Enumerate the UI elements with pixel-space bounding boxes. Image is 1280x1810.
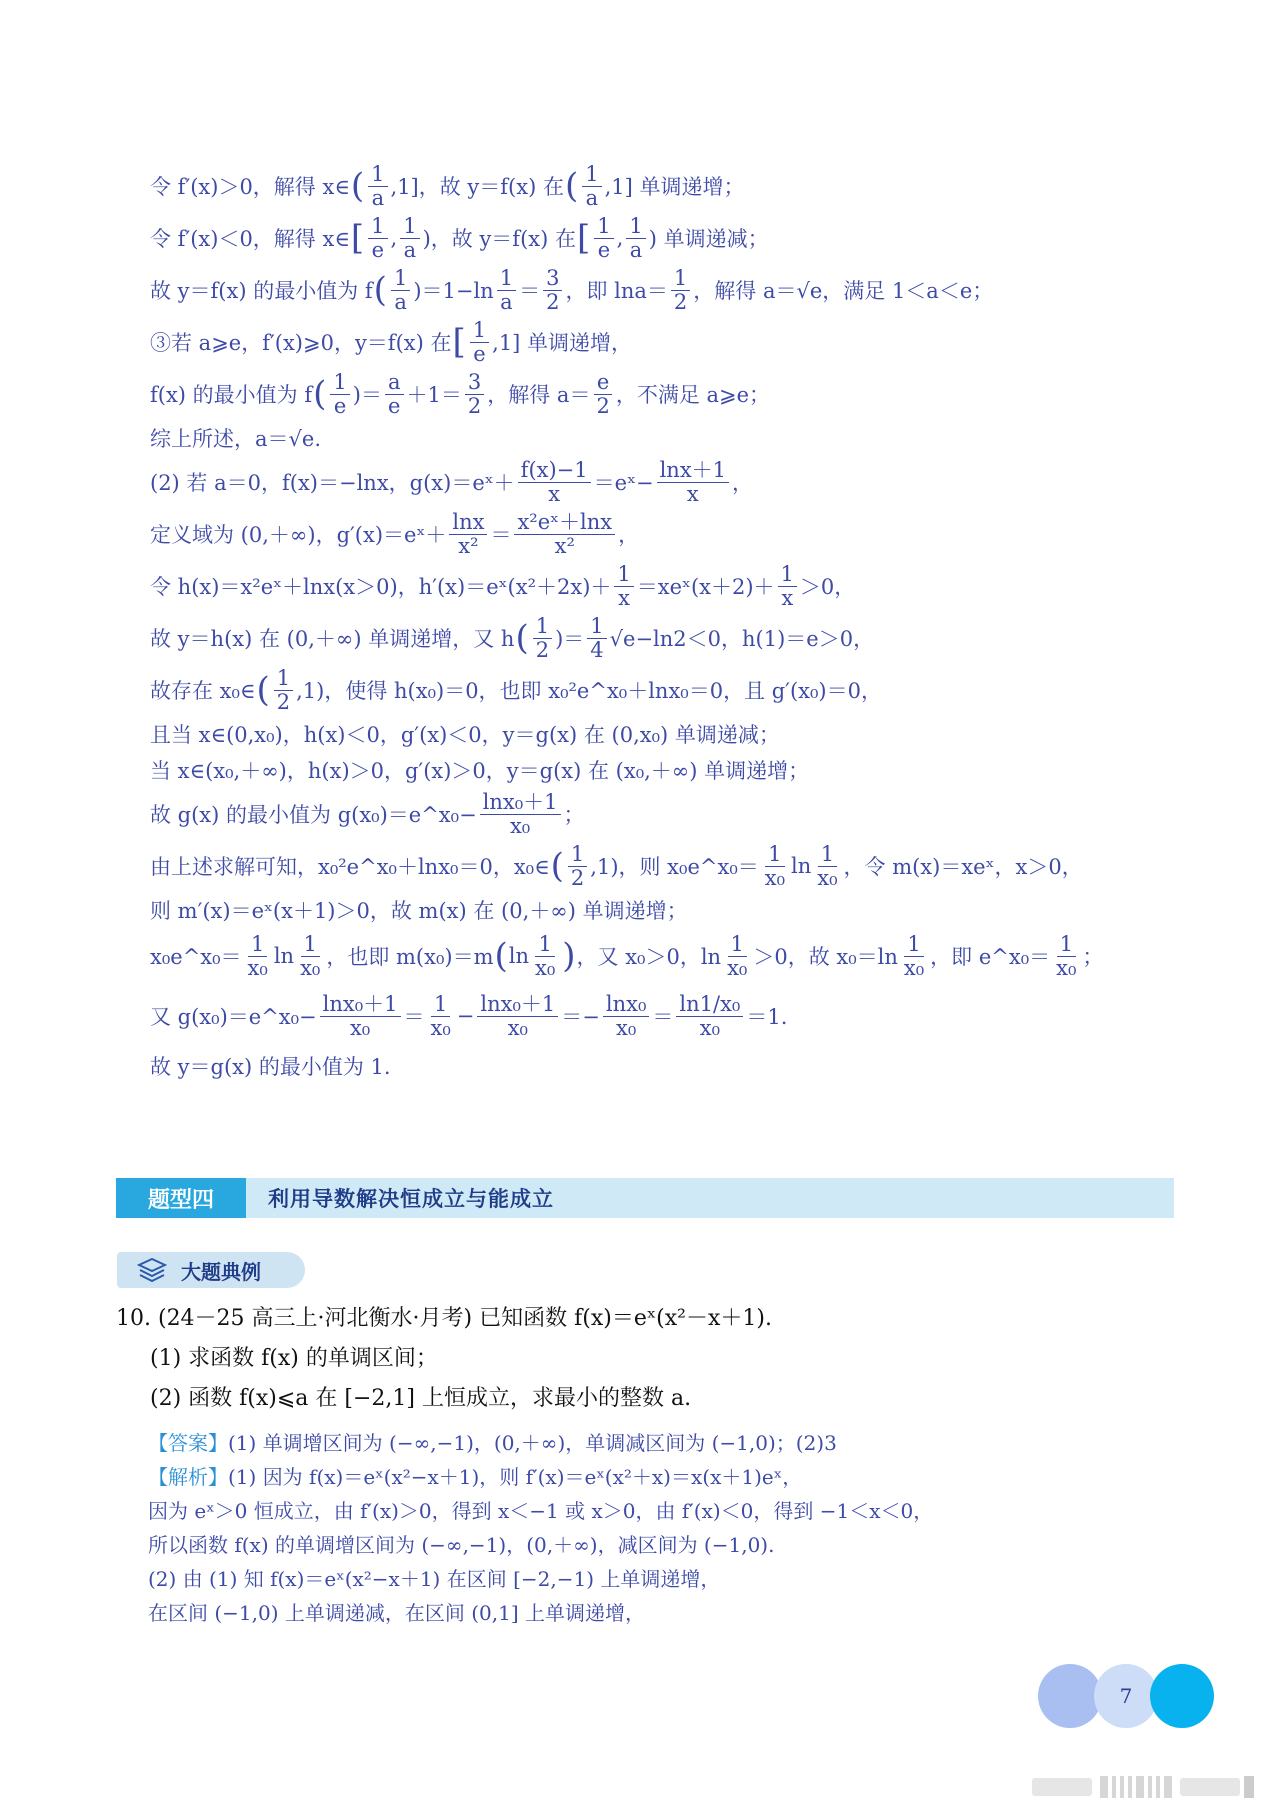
page-number-badge xyxy=(1038,1664,1228,1728)
stack-layers-icon xyxy=(137,1257,167,1283)
example-label-text: 大题典例 xyxy=(181,1259,261,1284)
analysis-line: (2) 由 (1) 知 f(x)＝eˣ(x²−x＋1) 在区间 [−2,−1) 上单调递增， xyxy=(148,1566,721,1591)
solution-line: 定义域为 (0,＋∞)，g′(x)＝eˣ＋ lnx x² ＝ x²eˣ＋lnx x² ， xyxy=(150,510,640,558)
solution-line: 又 g(x₀)＝e^x₀− $\frac{\text{lnx₀＋1}}{\text{x₀}}$ ＝ 1 x₀ − $\frac{\text{lnx₀＋1}}{\text{x₀}}$ ＝− $\frac{\text{lnx₀}}{\text{x₀}}$ ＝ ln1/x₀ x₀ ＝1. xyxy=(150,992,788,1040)
fraction: 1 x₀ xyxy=(247,932,268,980)
fraction: 1 x₀ xyxy=(430,992,451,1040)
solution-line: 故 g(x) 的最小值为 g(x₀)＝e^x₀− $\frac{\text{lnx₀＋1}}{\text{x₀}}$ ； xyxy=(150,790,585,838)
fraction: 1 x₀ xyxy=(727,932,748,980)
fraction: 3 2 xyxy=(465,371,484,416)
analysis-line: 所以函数 f(x) 的单调增区间为 (−∞,−1)，(0,＋∞)，减区间为 (−1,0). xyxy=(148,1532,775,1557)
fraction: 1 2 xyxy=(533,615,552,660)
decor-circle-left xyxy=(1038,1664,1102,1728)
fraction: f(x)−1 x xyxy=(518,459,591,504)
fraction: 1 2 xyxy=(568,843,587,888)
fraction: $\frac{\text{lnx₀}}{\text{x₀}}$ xyxy=(603,993,650,1038)
problem-statement: 10. (24－25 高三上·河北衡水·月考) 已知函数 f(x)＝eˣ(x²－x＋1). xyxy=(116,1305,772,1331)
fraction: 1 2 xyxy=(274,667,293,712)
solution-line: (2) 若 a＝0，f(x)＝−lnx，g(x)＝eˣ＋ f(x)−1 x ＝eˣ− $\frac{\ln x+1}{x}$ ， xyxy=(150,458,754,506)
solution-line: ③若 a⩾e，f′(x)⩾0，y＝f(x) 在 [ 1 e ,1] 单调递增， xyxy=(150,318,633,366)
solution-line: 令 f′(x)＜0，解得 x∈ [ 1 e , 1 a )，故 y＝f(x) 在 [ 1 e , 1 a ) 单调递减； xyxy=(150,214,769,262)
answer-line: 【答案】 (1) 单调增区间为 (−∞,−1)，(0,＋∞)，单调减区间为 (−1,0)；(2)3 xyxy=(148,1424,1158,1458)
decor-circle-right xyxy=(1150,1664,1214,1728)
page-number: 7 xyxy=(1094,1664,1158,1728)
solution-line: x₀e^x₀＝ 1 x₀ ln 1 x₀ ，也即 m(x₀)＝m ( ln 1 x₀ ) ，又 x₀＞0，ln 1 x₀ ＞0，故 x₀＝ln 1 x₀ ，即 e^x₀＝ 1 x₀ ； xyxy=(150,932,1104,980)
fraction: 1 x₀ xyxy=(817,842,838,890)
fraction: 1 x₀ xyxy=(300,932,321,980)
fraction: 1 x xyxy=(614,563,633,608)
section-title: 利用导数解决恒成立与能成立 xyxy=(268,1187,554,1211)
fraction: lnx x² xyxy=(449,511,487,556)
fraction: $\frac{\ln x+1}{x}$ xyxy=(657,459,729,504)
fraction: a e xyxy=(385,371,404,416)
solution-line: 故存在 x₀∈ ( 1 2 ,1)，使得 h(x₀)＝0，也即 x₀²e^x₀＋lnx₀＝0，且 g′(x₀)＝0， xyxy=(150,666,882,714)
fraction: 1 e xyxy=(470,319,489,364)
solution-block xyxy=(150,160,1160,1084)
section-tag: 题型四 xyxy=(116,1178,246,1218)
answer-block xyxy=(148,1424,1158,1628)
fraction: 1 a xyxy=(400,215,419,260)
fraction: 1 e xyxy=(368,215,387,260)
fraction: 1 x₀ xyxy=(1056,932,1077,980)
fraction: 1 2 xyxy=(671,267,690,312)
fraction: 1 x₀ xyxy=(764,842,785,890)
problem-part-2: (2) 函数 f(x)⩽a 在 [−2,1] 上恒成立，求最小的整数 a. xyxy=(150,1385,692,1411)
fraction: 1 a xyxy=(626,215,645,260)
problem-block xyxy=(116,1296,1156,1416)
fraction: 1 a xyxy=(391,267,410,312)
analysis-line: 因为 eˣ＞0 恒成立，由 f′(x)＞0，得到 x＜−1 或 x＞0，由 f′(x)＜0，得到 −1＜x＜0， xyxy=(148,1498,934,1523)
solution-line: 令 h(x)＝x²eˣ＋lnx(x＞0)，h′(x)＝eˣ(x²＋2x)＋ 1 x ＝xeˣ(x＋2)＋ 1 x ＞0， xyxy=(150,562,856,610)
solution-line: 且当 x∈(0,x₀)，h(x)＜0，g′(x)＜0，y＝g(x) 在 (0,x₀) 单调递减； xyxy=(150,723,780,747)
solution-line: 综上所述，a＝√e. xyxy=(150,427,322,451)
fraction: 1 a xyxy=(582,163,601,208)
answer-tag: 【答案】 xyxy=(148,1430,228,1455)
solution-line: 令 f′(x)＞0，解得 x∈ ( 1 a ,1]，故 y＝f(x) 在 ( 1 a ,1] 单调递增； xyxy=(150,162,745,210)
problem-part-1: (1) 求函数 f(x) 的单调区间； xyxy=(150,1345,438,1371)
fraction: 1 4 xyxy=(587,615,606,660)
analysis-tag: 【解析】 xyxy=(148,1464,228,1489)
analysis-line: 在区间 (−1,0) 上单调递减，在区间 (0,1] 上单调递增， xyxy=(148,1600,646,1625)
fraction: e 2 xyxy=(593,371,612,416)
fraction: 1 a xyxy=(497,267,516,312)
fraction: 1 e xyxy=(594,215,613,260)
fraction: 1 x₀ xyxy=(535,932,556,980)
fraction: $\frac{\text{lnx₀＋1}}{\text{x₀}}$ xyxy=(320,993,401,1038)
solution-line: 故 y＝f(x) 的最小值为 f ( 1 a )＝1−ln 1 a ＝ 3 2 ，即 lna＝ 1 2 ，解得 a＝√e，满足 1＜a＜e； xyxy=(150,266,994,314)
fraction: ln1/x₀ x₀ xyxy=(676,993,743,1038)
fraction: 1 a xyxy=(368,163,387,208)
solution-line: 当 x∈(x₀,＋∞)，h(x)＞0，g′(x)＞0，y＝g(x) 在 (x₀,＋∞) 单调递增； xyxy=(150,759,810,783)
fraction: 1 x₀ xyxy=(903,932,925,980)
fraction: $\frac{\text{lnx₀＋1}}{\text{x₀}}$ xyxy=(480,791,561,836)
solution-line: 由上述求解可知，x₀²e^x₀＋lnx₀＝0，x₀∈ ( 1 2 ,1)，则 x₀e^x₀＝ 1 x₀ ln 1 x₀ ，令 m(x)＝xeˣ，x＞0， xyxy=(150,842,1083,890)
solution-line: 则 m′(x)＝eˣ(x＋1)＞0，故 m(x) 在 (0,＋∞) 单调递增； xyxy=(150,899,688,923)
analysis-line: 【解析】 (1) 因为 f(x)＝eˣ(x²−x＋1)，则 f′(x)＝eˣ(x²＋x)＝x(x＋1)eˣ， xyxy=(148,1458,1158,1492)
solution-line: 故 y＝h(x) 在 (0,＋∞) 单调递增，又 h ( 1 2 )＝ 1 4 √e−ln2＜0，h(1)＝e＞0， xyxy=(150,614,875,662)
fraction: $\frac{\text{lnx₀＋1}}{\text{x₀}}$ xyxy=(477,993,558,1038)
fraction: x²eˣ＋lnx x² xyxy=(514,511,615,556)
fraction: 3 2 xyxy=(543,267,562,312)
example-label xyxy=(117,1252,305,1288)
section-header xyxy=(116,1178,1174,1218)
fraction: 1 e xyxy=(330,371,349,416)
watermark-logo xyxy=(1030,1772,1260,1802)
fraction: 1 x xyxy=(778,563,797,608)
solution-line: f(x) 的最小值为 f ( 1 e )＝ a e ＋1＝ 3 2 ，解得 a＝ e 2 ，不满足 a⩾e； xyxy=(150,370,771,418)
solution-line: 故 y＝g(x) 的最小值为 1. xyxy=(150,1055,391,1079)
